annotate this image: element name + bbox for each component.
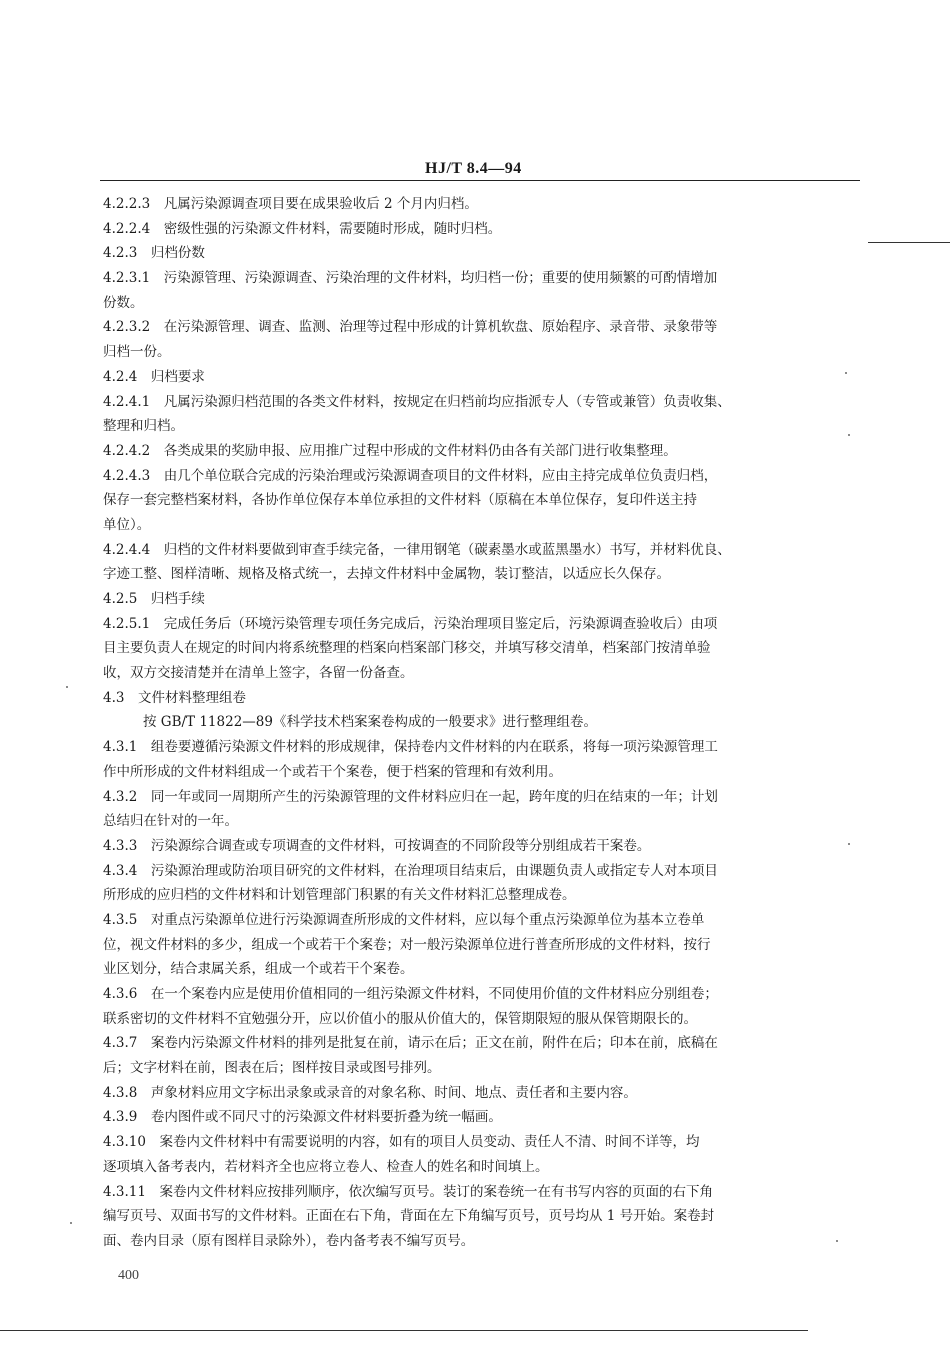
text-line: 目主要负责人在规定的时间内将系统整理的档案向档案部门移交，并填写移交清单，档案部门按清单验 (103, 640, 711, 657)
text-line: 所形成的应归档的文件材料和计划管理部门积累的有关文件材料汇总整理成卷。 (103, 887, 576, 904)
page-number: 400 (118, 1268, 139, 1283)
text-line: 4.2.4.4 归档的文件材料要做到审查手续完备，一律用钢笔（碳素墨水或蓝黑墨水）书写，并材料优良、 (103, 541, 731, 558)
text-line: 逐项填入备考表内，若材料齐全也应将立卷人、检查人的姓名和时间填上。 (103, 1158, 549, 1175)
text-line: 按 GB/T 11822—89《科学技术档案案卷构成的一般要求》进行整理组卷。 (143, 714, 597, 731)
text-line: 4.2.5.1 完成任务后（环境污染管理专项任务完成后，污染治理项目鉴定后，污染源调查验收后）由项 (103, 615, 718, 632)
scan-speck (66, 686, 68, 688)
text-line: 4.3.7 案卷内污染源文件材料的排列是批复在前，请示在后；正文在前，附件在后；印本在前，底稿在 (103, 1035, 718, 1052)
text-line: 业区划分，结合隶属关系，组成一个或若干个案卷。 (103, 961, 414, 978)
text-line: 单位）。 (103, 516, 151, 533)
text-line: 保存一套完整档案材料，各协作单位保存本单位承担的文件材料（原稿在本单位保存，复印件送主持 (103, 492, 697, 509)
text-line: 4.3.5 对重点污染源单位进行污染源调查所形成的文件材料，应以每个重点污染源单位为基本立卷单 (103, 911, 705, 928)
text-line: 4.3.10 案卷内文件材料中有需要说明的内容，如有的项目人员变动、责任人不清、时间不详等，均 (103, 1134, 700, 1151)
text-line: 4.3.6 在一个案卷内应是使用价值相同的一组污染源文件材料，不同使用价值的文件材料应分别组卷； (103, 986, 718, 1002)
header-rule (100, 180, 860, 181)
text-line: 位，视文件材料的多少，组成一个或若干个案卷；对一般污染源单位进行普查所形成的文件材料，按行 (103, 936, 711, 953)
section-heading: 4.3 文件材料整理组卷 (103, 689, 246, 706)
text-line: 字迹工整、图样清晰、规格及格式统一，去掉文件材料中金属物，装订整洁，以适应长久保存。 (103, 566, 670, 583)
scan-speck (845, 372, 847, 374)
text-line: 4.3.1 组卷要遵循污染源文件材料的形成规律，保持卷内文件材料的内在联系，将每一项污染源管理工 (103, 739, 718, 756)
text-line: 收，双方交接清楚并在清单上签字，各留一份备查。 (103, 665, 414, 682)
text-line: 总结归在针对的一年。 (103, 813, 238, 830)
text-line: 作中所形成的文件材料组成一个或若干个案卷，便于档案的管理和有效利用。 (103, 763, 562, 780)
section-heading: 4.2.4 归档要求 (103, 368, 205, 385)
document-body (103, 192, 855, 1254)
page-header-code: HJ/T 8.4—94 (425, 160, 522, 177)
scan-speck (836, 1240, 838, 1242)
text-line: 整理和归档。 (103, 418, 184, 435)
text-line: 4.2.4.2 各类成果的奖励申报、应用推广过程中形成的文件材料仍由各有关部门进行收集整理。 (103, 442, 677, 459)
text-line: 4.2.3.2 在污染源管理、调查、监测、治理等过程中形成的计算机软盘、原始程序、录音带、录象带等 (103, 319, 718, 336)
text-line: 后；文字材料在前，图表在后；图样按目录或图号排列。 (103, 1060, 441, 1077)
scan-speck (848, 843, 850, 845)
text-line: 4.3.2 同一年或同一周期所产生的污染源管理的文件材料应归在一起，跨年度的归在结束的一年；计划 (103, 788, 718, 805)
text-line: 4.2.2.4 密级性强的污染源文件材料，需要随时形成，随时归档。 (103, 220, 502, 237)
section-heading: 4.2.3 归档份数 (103, 245, 205, 262)
side-margin-mark (868, 242, 950, 243)
scan-speck (848, 434, 850, 436)
text-line: 份数。 (103, 294, 144, 311)
text-line: 4.3.11 案卷内文件材料应按排列顺序，依次编写页号。装订的案卷统一在有书写内容的页面的右下角 (103, 1183, 713, 1200)
text-line: 4.2.2.3 凡属污染源调查项目要在成果验收后 2 个月内归档。 (103, 196, 478, 212)
text-line: 面、卷内目录（原有图样目录除外），卷内备考表不编写页号。 (103, 1232, 475, 1249)
text-line: 编写页号、双面书写的文件材料。正面在右下角，背面在左下角编写页号，页号均从 1 号开始。案卷封 (103, 1208, 715, 1225)
text-line: 4.2.3.1 污染源管理、污染源调查、污染治理的文件材料，均归档一份；重要的使用频繁的可酌情增加 (103, 270, 718, 287)
text-line: 4.2.4.3 由几个单位联合完成的污染治理或污染源调查项目的文件材料，应由主持完成单位负责归档， (103, 467, 718, 484)
text-line: 联系密切的文件材料不宜勉强分开，应以价值小的服从价值大的，保管期限短的服从保管期限长的。 (103, 1010, 697, 1027)
text-line: 4.3.8 声象材料应用文字标出录象或录音的对象名称、时间、地点、责任者和主要内容。 (103, 1084, 637, 1101)
scan-speck (70, 1222, 72, 1224)
text-line: 4.3.3 污染源综合调查或专项调查的文件材料，可按调查的不同阶段等分别组成若干案卷。 (103, 837, 651, 854)
footer-rule (0, 1330, 808, 1331)
text-line: 4.3.4 污染源治理或防治项目研究的文件材料，在治理项目结束后，由课题负责人或指定专人对本项目 (103, 862, 718, 879)
text-line: 4.3.9 卷内图件或不同尺寸的污染源文件材料要折叠为统一幅画。 (103, 1109, 502, 1126)
text-line: 归档一份。 (103, 344, 171, 361)
section-heading: 4.2.5 归档手续 (103, 591, 205, 607)
text-line: 4.2.4.1 凡属污染源归档范围的各类文件材料，按规定在归档前均应指派专人（专管或兼管）负责收集、 (103, 393, 731, 410)
